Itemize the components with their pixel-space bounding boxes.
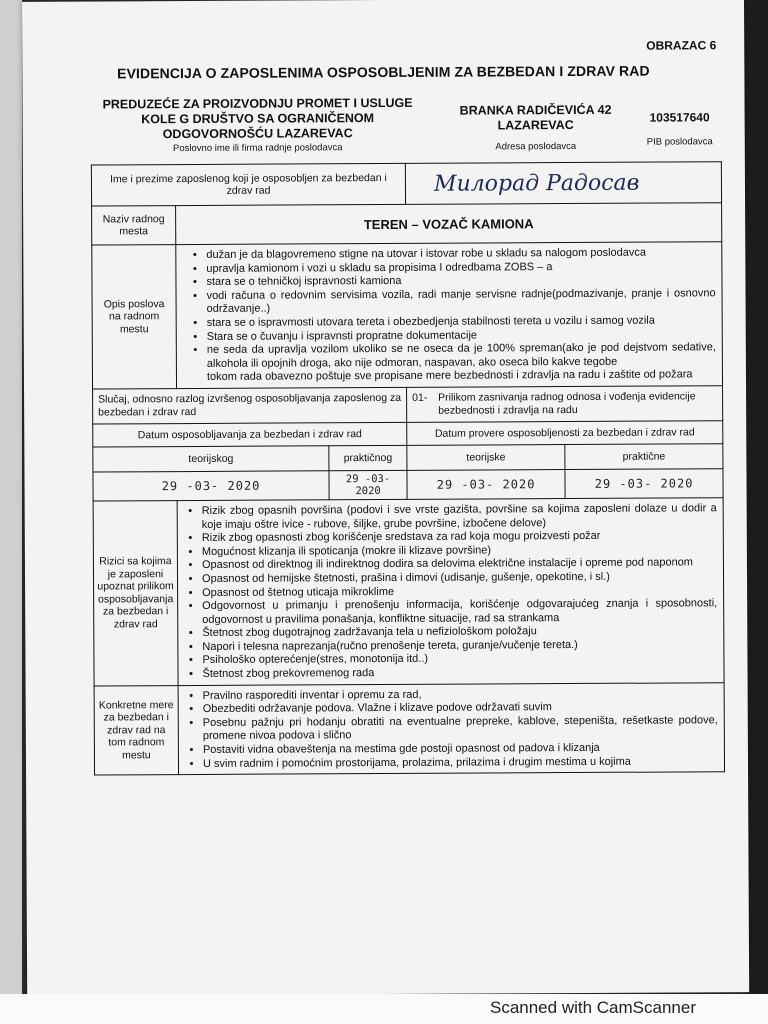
company-caption: Poslovno ime ili firma radnje poslodavca xyxy=(172,142,343,155)
job-description-item: • dužan je da blagovremeno stigne na utovar i istovar robe u skladu sa nalogom poslodavca xyxy=(206,246,715,262)
position-row xyxy=(92,203,722,245)
job-description-item: • stara se o ispravmosti utovara tereta i obezbedjenja stabilnosti tereta u vozilu i samog vozila xyxy=(207,314,716,330)
reason-cell xyxy=(407,386,723,423)
dates-value-row xyxy=(93,469,723,501)
risks-list xyxy=(178,502,718,682)
reason-row xyxy=(93,386,723,424)
employer-name-block xyxy=(93,96,423,156)
measure-item: • Pravilno rasporediti inventar i opremu za rad, xyxy=(203,687,718,703)
measure-item: • U svim radnim i pomoćnim prostorijama, prolazima, prilazima i drugim mestima u kojima xyxy=(203,755,718,771)
job-description-item: • vodi računa o redovnim servisima vozila, radi manje servisne radnje(podmazivanje, pranje i osnovno održavanje..) xyxy=(207,287,716,317)
risk-item: • Opasnost od direktnog ili indirektnog dodira sa delovima električne instalacije i opreme pod naponom xyxy=(202,557,717,573)
address-caption: Adresa poslodavca xyxy=(495,140,577,153)
document-title: EVIDENCIJA O ZAPOSLENIMA OSPOSOBLJENIM ZA BEZBEDAN I ZDRAV RAD xyxy=(117,62,650,82)
training-date-label: Datum osposobljavanja za bezbedan i zdrav rad xyxy=(93,422,407,447)
risk-item: • Štetnost zbog dugotrajnog zadržavanja tela u nefiziološkom položaju xyxy=(202,625,717,641)
risk-item: • Opasnost od štetnog uticaja mikroklime xyxy=(202,584,717,600)
pib-value: 103517640 xyxy=(649,110,710,125)
employee-label: Ime i prezime zaposlenog koji je osposobljen za bezbedan i zdrav rad xyxy=(91,163,405,206)
employer-address-block xyxy=(451,103,621,155)
employee-signature: Милорад Радосав xyxy=(405,162,721,205)
scan-edge-left xyxy=(0,0,22,1024)
risk-item: • Odgovornost u primanju i prenošenju informacija, korišćenje odgovarajućeg znanja i sposobnosti, odgovornost u pravilima ponašanja, konfliktne situacije, rad sa strankama xyxy=(202,597,717,627)
job-description-item: • Stara se o čuvanju i ispravnsti propratne dokumentacije xyxy=(207,328,716,344)
job-description-trailing-text: tokom rada obavezno poštuje sve propisane mere bezbednosti i zdravlja na radu i zaštite od požara xyxy=(206,368,693,384)
reason-value: Prilikom zasnivanja radnog odnosa i vođenja evidencije bezbednosti i zdravlja na radu xyxy=(438,390,696,417)
company-line-1: PREDUZEĆE ZA PROIZVODNJU PROMET I USLUGE xyxy=(102,95,413,112)
job-description-item: • upravlja kamionom i vozi u skladu sa propisima I odredbama ZOBS – a xyxy=(206,260,715,276)
job-description-list xyxy=(182,246,716,371)
check-date-label: Datum provere osposobljenosti za bezbedan i zdrav rad xyxy=(407,421,723,446)
company-line-2: KOLE G DRUŠTVO SA OGRANIČENOM xyxy=(141,111,375,127)
document-page xyxy=(22,0,749,996)
date-practice-training: 29 -03- 2020 xyxy=(329,470,407,499)
record-form-table xyxy=(91,161,725,776)
risk-item: • Rizik zbog opasnosti zbog korišćenje sredstava za rad koja mogu proizvesti požar xyxy=(202,529,717,545)
measures-label: Konkretne mere za bezbedan i zdrav rad na tom radnom mestu xyxy=(94,685,178,775)
scanner-watermark: Scanned with CamScanner xyxy=(489,998,696,1017)
job-description-item: • stara se o tehničkoj ispravnosti kamiona xyxy=(206,273,715,289)
risk-item: • Psihološko opterećenje(stres, monotonija itd..) xyxy=(202,652,717,668)
dates-subheader-row xyxy=(93,444,723,472)
risk-item: • Napori i telesna naprezanja(ručno prenošenje tereta, guranje/vučenje tereta.) xyxy=(202,638,717,654)
measures-list xyxy=(179,687,718,771)
employer-pib-block xyxy=(635,110,725,147)
job-description-row xyxy=(92,242,723,389)
risks-cell xyxy=(177,498,724,686)
job-description-cell xyxy=(176,242,723,389)
col-theory-training: teorijskog xyxy=(93,446,329,472)
risks-row xyxy=(93,498,724,686)
address-line-2: LAZAREVAC xyxy=(497,118,574,133)
measure-item: • Obezbediti održavanje podova. Vlažne i klizave podove održavati suvim xyxy=(203,701,718,717)
position-label: Naziv radnog mesta xyxy=(92,206,176,245)
risk-item: • Mogućnost klizanja ili spoticanja (mokre ili klizave površine) xyxy=(202,543,717,559)
risk-item: • Rizik zbog opasnih površina (podovi i sve vrste gazišta, površine sa kojima zaposleni dolaze u dodir a koje imaju oštre ivice - rubove, šiljke, grube površine, izbočene delove) xyxy=(202,502,717,532)
date-practice-check: 29 -03- 2020 xyxy=(565,469,723,499)
col-practice-training: praktičnog xyxy=(329,445,407,470)
form-number: OBRAZAC 6 xyxy=(646,38,717,53)
position-value: TEREN – VOZAČ KAMIONA xyxy=(176,203,722,245)
measures-row xyxy=(94,682,725,775)
date-theory-check: 29 -03- 2020 xyxy=(407,469,565,499)
col-theory-check: teorijske xyxy=(407,444,565,470)
reason-label: Slučaj, odnosno razlog izvršenog osposobljavanja zaposlenog za bezbedan i zdrav rad xyxy=(93,387,407,424)
company-line-3: ODGOVORNOŠĆU LAZAREVAC xyxy=(162,126,353,142)
risk-item: • Opasnost od hemijske štetnosti, prašina i dimovi (udisanje, gušenje, opekotine, i sl.) xyxy=(202,570,717,586)
measures-cell xyxy=(178,682,725,774)
dates-header-row xyxy=(93,421,723,447)
reason-code: 01- xyxy=(412,391,428,404)
measure-item: • Postaviti vidna obaveštenja na mestima gde postoji opasnost od padova i klizanja xyxy=(203,741,718,757)
col-practice-check: praktične xyxy=(565,444,723,470)
pib-caption: PIB poslodavca xyxy=(646,136,713,148)
risk-item: • Štetnost zbog prekovremenog rada xyxy=(202,665,717,681)
risks-label: Rizici sa kojima je zaposleni upoznat prilikom osposobljavanja za bezbedan i zdrav rad xyxy=(93,501,178,686)
job-description-label: Opis poslova na radnom mestu xyxy=(92,245,177,389)
job-description-item: • ne seda da upravlja vozilom ukoliko se ne oseca da je 100% spreman(ako je pod dejstvom sedative, alkohola ili opojnih droga, ako nije odmoran, naspavan, ako oseca bilo kakve tegobe xyxy=(207,341,716,371)
date-theory-training: 29 -03- 2020 xyxy=(93,471,329,501)
address-line-1: BRANKA RADIČEVIĆA 42 xyxy=(459,102,612,118)
measure-item: • Posebnu pažnju pri hodanju obratiti na eventualne prepreke, kablove, stepeništa, rešetkaste podove, promene nivoa podova i slično xyxy=(203,714,718,744)
employee-row xyxy=(91,162,721,206)
